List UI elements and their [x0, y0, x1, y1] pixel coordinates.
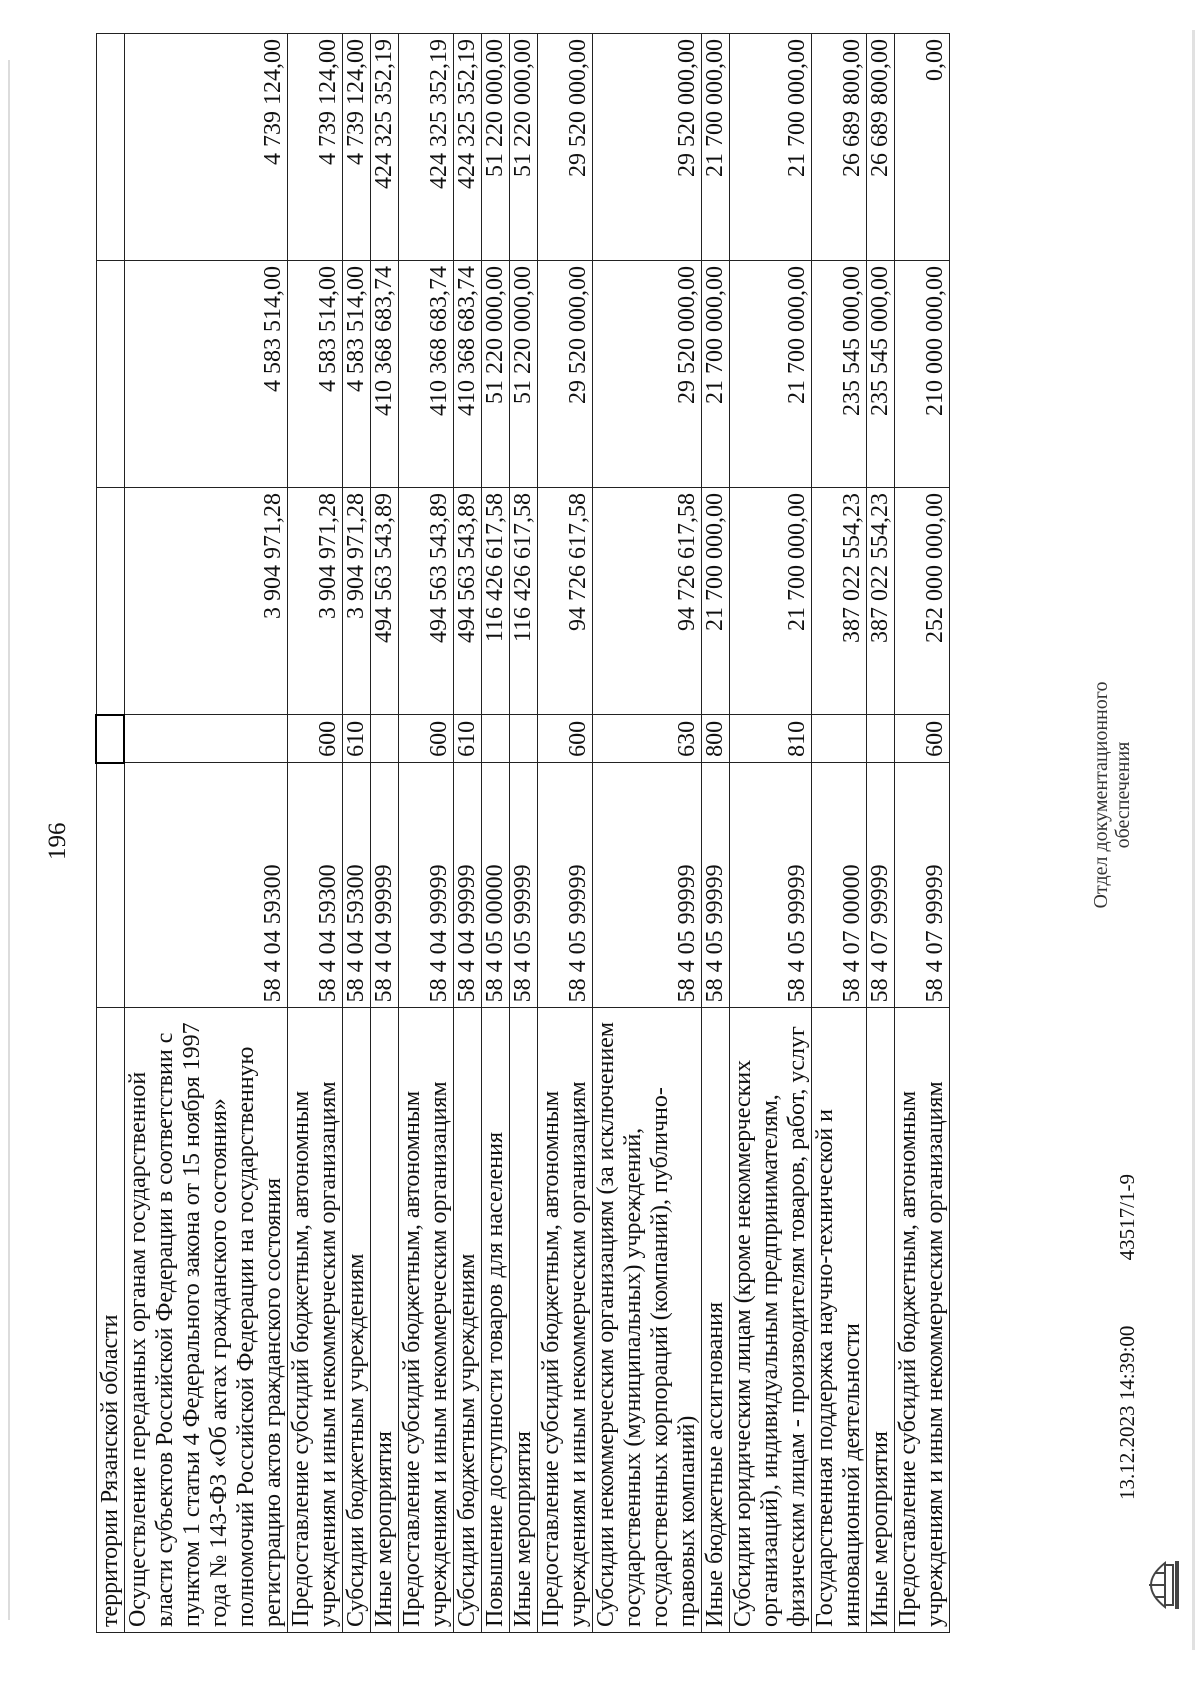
row-name-cell: Субсидии юридическим лицам (кроме некоммерческих организаций), индивидуальным предпринимателям, физическим лицам - производителям товаров, работ, услуг — [729, 1008, 811, 1633]
row-value-2025-cell: 424 325 352,19 — [370, 34, 398, 261]
row-type-cell: 610 — [453, 715, 481, 763]
row-type-cell — [481, 715, 509, 763]
row-value-2023-cell: 21 700 000,00 — [729, 487, 811, 714]
row-value-2024-cell: 4 583 514,00 — [287, 261, 342, 488]
row-code-cell: 58 4 04 59300 — [124, 763, 287, 1008]
table-row — [481, 34, 509, 1633]
row-type-cell: 600 — [894, 715, 949, 763]
table-row — [370, 34, 398, 1633]
row-value-2024-cell: 29 520 000,00 — [537, 261, 592, 488]
row-value-2024-cell: 21 700 000,00 — [701, 261, 729, 488]
stamp-line-1: Отдел документационного — [1090, 681, 1112, 909]
row-value-2025-cell — [96, 34, 124, 261]
table-row — [701, 34, 729, 1633]
row-value-2023-cell — [96, 487, 124, 714]
page-number: 196 — [44, 822, 71, 860]
row-value-2024-cell: 4 583 514,00 — [342, 261, 370, 488]
table-row — [509, 34, 537, 1633]
row-type-cell — [509, 715, 537, 763]
row-value-2025-cell: 4 739 124,00 — [287, 34, 342, 261]
row-value-2025-cell: 0,00 — [894, 34, 949, 261]
row-code-cell: 58 4 05 99999 — [701, 763, 729, 1008]
row-name-cell: Субсидии некоммерческим организациям (за исключением государственных (муниципальных) учреждений, государственных корпораций (компаний), публично-правовых компаний) — [592, 1008, 701, 1633]
table-row — [342, 34, 370, 1633]
row-code-cell: 58 4 04 59300 — [287, 763, 342, 1008]
row-name-cell: Иные бюджетные ассигнования — [701, 1008, 729, 1633]
row-value-2025-cell: 29 520 000,00 — [592, 34, 701, 261]
row-code-cell: 58 4 04 99999 — [398, 763, 453, 1008]
row-name-cell: Предоставление субсидий бюджетным, автономным учреждениям и иным некоммерческим организациям — [894, 1008, 949, 1633]
footer-timestamp: 13.12.2023 14:39:00 — [1115, 1325, 1139, 1500]
table-row — [537, 34, 592, 1633]
row-code-cell: 58 4 05 99999 — [537, 763, 592, 1008]
row-value-2025-cell: 424 325 352,19 — [398, 34, 453, 261]
row-name-cell: Иные мероприятия — [509, 1008, 537, 1633]
row-code-cell: 58 4 07 99999 — [866, 763, 894, 1008]
row-value-2025-cell: 26 689 800,00 — [866, 34, 894, 261]
row-value-2024-cell: 4 583 514,00 — [124, 261, 287, 488]
row-type-cell: 800 — [701, 715, 729, 763]
row-code-cell: 58 4 05 00000 — [481, 763, 509, 1008]
row-name-cell: Предоставление субсидий бюджетным, автономным учреждениям и иным некоммерческим организациям — [287, 1008, 342, 1633]
row-value-2023-cell: 494 563 543,89 — [398, 487, 453, 714]
duma-logo-icon — [1135, 1555, 1181, 1615]
row-value-2024-cell: 210 000 000,00 — [894, 261, 949, 488]
row-value-2025-cell: 26 689 800,00 — [811, 34, 866, 261]
row-value-2023-cell: 252 000 000,00 — [894, 487, 949, 714]
table-row — [124, 34, 287, 1633]
row-code-cell: 58 4 07 00000 — [811, 763, 866, 1008]
row-value-2025-cell: 21 700 000,00 — [729, 34, 811, 261]
table-row — [96, 34, 124, 1633]
row-name-cell: Предоставление субсидий бюджетным, автономным учреждениям и иным некоммерческим организациям — [398, 1008, 453, 1633]
row-type-cell — [811, 715, 866, 763]
footer-doc-id: 43517/1-9 — [1115, 1174, 1139, 1261]
row-value-2023-cell: 3 904 971,28 — [287, 487, 342, 714]
row-value-2025-cell: 51 220 000,00 — [481, 34, 509, 261]
row-value-2023-cell: 494 563 543,89 — [370, 487, 398, 714]
row-type-cell — [96, 715, 124, 763]
row-value-2025-cell: 29 520 000,00 — [537, 34, 592, 261]
row-code-cell: 58 4 04 99999 — [370, 763, 398, 1008]
row-value-2023-cell: 116 426 617,58 — [509, 487, 537, 714]
row-value-2024-cell: 235 545 000,00 — [811, 261, 866, 488]
table-row — [866, 34, 894, 1633]
row-type-cell: 600 — [287, 715, 342, 763]
table-body — [96, 34, 949, 1633]
row-value-2023-cell: 494 563 543,89 — [453, 487, 481, 714]
row-type-cell: 630 — [592, 715, 701, 763]
row-value-2023-cell: 387 022 554,23 — [866, 487, 894, 714]
row-type-cell: 610 — [342, 715, 370, 763]
row-code-cell: 58 4 05 99999 — [729, 763, 811, 1008]
row-value-2024-cell — [96, 261, 124, 488]
row-value-2024-cell: 410 368 683,74 — [370, 261, 398, 488]
row-value-2024-cell: 21 700 000,00 — [729, 261, 811, 488]
row-code-cell: 58 4 05 99999 — [592, 763, 701, 1008]
table-row — [811, 34, 866, 1633]
budget-table — [95, 33, 950, 1633]
footer-meta — [1115, 1114, 1140, 1500]
row-name-cell: Субсидии бюджетным учреждениям — [342, 1008, 370, 1633]
row-value-2024-cell: 410 368 683,74 — [398, 261, 453, 488]
row-code-cell: 58 4 05 99999 — [509, 763, 537, 1008]
row-value-2023-cell: 3 904 971,28 — [342, 487, 370, 714]
row-type-cell: 600 — [398, 715, 453, 763]
row-type-cell — [124, 715, 287, 763]
table-row — [453, 34, 481, 1633]
row-value-2023-cell: 3 904 971,28 — [124, 487, 287, 714]
row-value-2024-cell: 29 520 000,00 — [592, 261, 701, 488]
row-value-2024-cell: 51 220 000,00 — [481, 261, 509, 488]
table-row — [894, 34, 949, 1633]
row-type-cell: 600 — [537, 715, 592, 763]
row-code-cell: 58 4 04 59300 — [342, 763, 370, 1008]
row-value-2024-cell: 51 220 000,00 — [509, 261, 537, 488]
row-type-cell — [370, 715, 398, 763]
row-value-2024-cell: 410 368 683,74 — [453, 261, 481, 488]
row-value-2023-cell: 116 426 617,58 — [481, 487, 509, 714]
row-name-cell: Государственная поддержка научно-технической и инновационной деятельности — [811, 1008, 866, 1633]
row-value-2025-cell: 424 325 352,19 — [453, 34, 481, 261]
row-value-2025-cell: 4 739 124,00 — [124, 34, 287, 261]
row-value-2023-cell: 387 022 554,23 — [811, 487, 866, 714]
row-value-2025-cell: 51 220 000,00 — [509, 34, 537, 261]
row-name-cell: Осуществление переданных органам государственной власти субъектов Российской Федерации в соответствии с пунктом 1 статьи 4 Федерального закона от 15 ноября 1997 года № 143-ФЗ «Об актах гражданского состояния» полномочий Российской Федерации на государственную регистрацию актов гражданского состояния — [124, 1008, 287, 1633]
scan-artifact-right — [1192, 30, 1195, 1650]
row-name-cell: Иные мероприятия — [866, 1008, 894, 1633]
table-row — [398, 34, 453, 1633]
row-name-cell: территории Рязанской области — [96, 1008, 124, 1633]
row-name-cell: Субсидии бюджетным учреждениям — [453, 1008, 481, 1633]
row-name-cell: Иные мероприятия — [370, 1008, 398, 1633]
row-name-cell: Повышение доступности товаров для населения — [481, 1008, 509, 1633]
row-value-2024-cell: 235 545 000,00 — [866, 261, 894, 488]
row-value-2025-cell: 4 739 124,00 — [342, 34, 370, 261]
row-name-cell: Предоставление субсидий бюджетным, автономным учреждениям и иным некоммерческим организациям — [537, 1008, 592, 1633]
row-code-cell: 58 4 04 99999 — [453, 763, 481, 1008]
row-value-2025-cell: 21 700 000,00 — [701, 34, 729, 261]
row-value-2023-cell: 94 726 617,58 — [592, 487, 701, 714]
row-type-cell — [866, 715, 894, 763]
table-row — [729, 34, 811, 1633]
table-row — [287, 34, 342, 1633]
row-value-2023-cell: 21 700 000,00 — [701, 487, 729, 714]
row-value-2023-cell: 94 726 617,58 — [537, 487, 592, 714]
scan-artifact-left — [8, 60, 10, 1620]
department-stamp — [1090, 670, 1134, 920]
row-type-cell: 810 — [729, 715, 811, 763]
table-row — [592, 34, 701, 1633]
row-code-cell: 58 4 07 99999 — [894, 763, 949, 1008]
row-code-cell — [96, 763, 124, 1008]
stamp-line-2: обеспечения — [1112, 741, 1134, 849]
